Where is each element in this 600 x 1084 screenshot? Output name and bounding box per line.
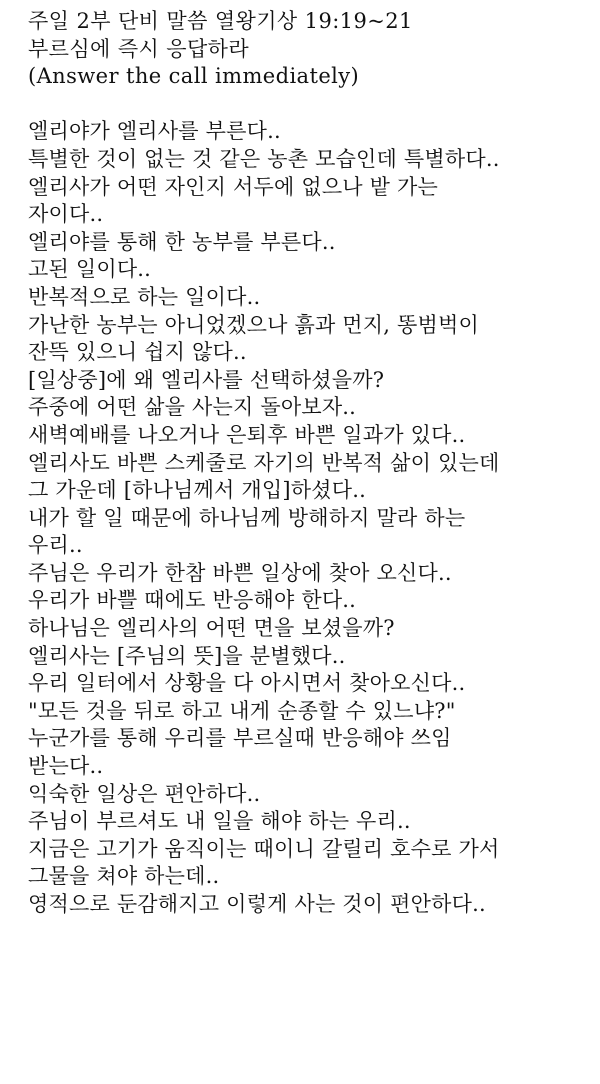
body-line: 익숙한 일상은 편안하다.. (28, 781, 261, 806)
body-line: 엘리사도 바쁜 스케줄로 자기의 반복적 삶이 있는데 (28, 450, 500, 475)
body-line: 특별한 것이 없는 것 같은 농촌 모습인데 특별하다.. (28, 146, 500, 171)
body-line: 우리.. (28, 533, 83, 558)
body-line: 주중에 어떤 삶을 사는지 돌아보자.. (28, 395, 357, 420)
paragraph-gap (28, 91, 580, 119)
body-line: 내가 할 일 때문에 하나님께 방해하지 말라 하는 (28, 505, 466, 530)
body-line: 그 가운데 [하나님께서 개입]하셨다.. (28, 478, 366, 503)
body-line: 우리가 바쁠 때에도 반응해야 한다.. (28, 588, 357, 613)
body-line: 엘리사는 [주님의 뜻]을 분별했다.. (28, 643, 346, 668)
body-line: 주님은 우리가 한참 바쁜 일상에 찾아 오신다.. (28, 560, 452, 585)
sermon-title: 주일 2부 단비 말씀 열왕기상 19:19~21 (28, 9, 413, 33)
body-line: 받는다.. (28, 754, 104, 779)
body-line: "모든 것을 뒤로 하고 내게 순종할 수 있느냐?" (28, 698, 456, 723)
body-line: 반복적으로 하는 일이다.. (28, 284, 261, 309)
sermon-header (28, 8, 580, 91)
body-line: 엘리야를 통해 한 농부를 부른다.. (28, 229, 336, 254)
body-line: 가난한 농부는 아니었겠으나 흙과 먼지, 똥범벅이 (28, 312, 479, 337)
body-line: 우리 일터에서 상황을 다 아시면서 찾아오신다.. (28, 671, 466, 696)
body-line: 지금은 고기가 움직이는 때이니 갈릴리 호수로 가서 (28, 836, 500, 861)
body-line: 엘리야가 엘리사를 부른다.. (28, 119, 281, 144)
body-line: 새벽예배를 나오거나 은퇴후 바쁜 일과가 있다.. (28, 422, 466, 447)
body-line: 그물을 쳐야 하는데.. (28, 864, 220, 889)
body-line: 잔뜩 있으니 쉽지 않다.. (28, 340, 247, 365)
body-line: 자이다.. (28, 202, 104, 227)
body-line: 주님이 부르셔도 내 일을 해야 하는 우리.. (28, 809, 411, 834)
body-line: 엘리사가 어떤 자인지 서두에 없으나 밭 가는 (28, 174, 438, 199)
body-line: 누군가를 통해 우리를 부르실때 반응해야 쓰임 (28, 726, 452, 751)
body-line: [일상중]에 왜 엘리사를 선택하셨을까? (28, 367, 385, 392)
sermon-subtitle-korean: 부르심에 즉시 응답하라 (28, 36, 250, 61)
body-line: 고된 일이다.. (28, 257, 152, 282)
sermon-body (28, 118, 580, 918)
sermon-subtitle-english: (Answer the call immediately) (28, 64, 360, 89)
body-line: 하나님은 엘리사의 어떤 면을 보셨을까? (28, 616, 395, 641)
body-line: 영적으로 둔감해지고 이렇게 사는 것이 편안하다.. (28, 892, 486, 916)
